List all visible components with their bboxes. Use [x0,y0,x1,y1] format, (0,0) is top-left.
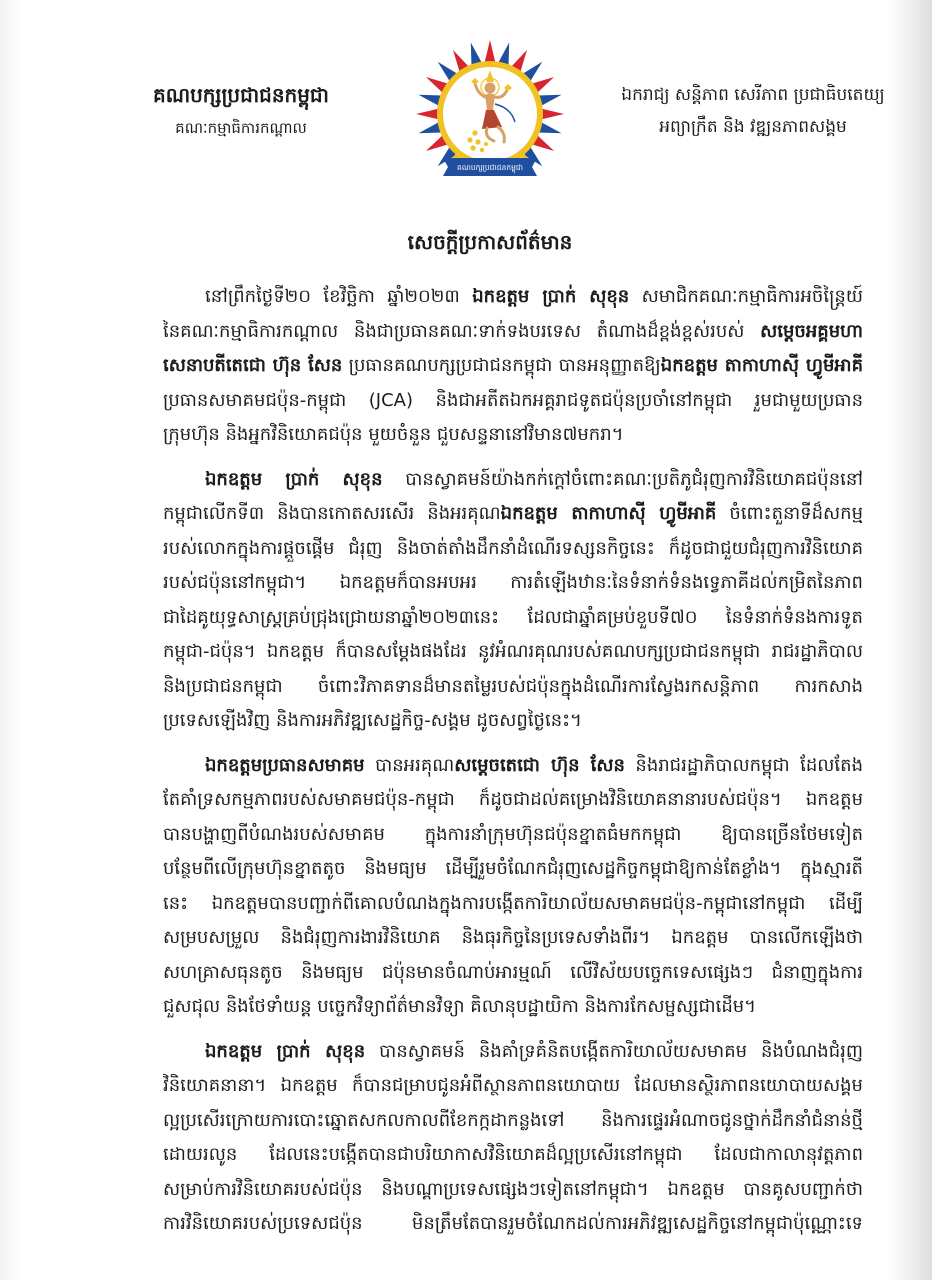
text-line [163,783,863,818]
motto-line-2: អព្យាក្រឹត និង វឌ្ឍនភាពសង្គម [659,117,847,137]
text-line [163,315,863,350]
bold-text-run: សម្ដេចអគ្គមហា [760,320,863,342]
paragraph [163,280,863,453]
bold-text-run: ឯកឧត្តម ប្រាក់ សុខុន [472,286,630,307]
logo-flower [475,139,480,144]
text-run: របស់លោកក្នុងការផ្ដួចផ្ដើម ជំរុញ និងចាត់តាំងដឹកនាំដំណើរទស្សនកិច្ចនេះ ក៏ដូចជាជួយជំរុញការវិនិយោគ [163,537,863,559]
text-line [163,418,863,453]
paragraph [163,463,863,739]
text-line [163,887,863,922]
text-line [163,1104,863,1139]
text-line [163,1035,863,1070]
paragraph [163,749,863,1025]
party-name: គណបក្សប្រជាជនកម្ពុជា [153,83,329,107]
text-run: កម្ពុជា-ជប៉ុន។ ឯកឧត្តម ក៏បានសម្ដែងផងដែរ នូវអំណរគុណរបស់គណបក្សប្រជាជនកម្ពុជា រាជរដ្ឋាភិបាល [163,641,863,662]
bold-text-run: សេនាបតីតេជោ ហ៊ុន សែន [163,355,343,376]
text-run: បានស្វាគមន៍ និងគាំទ្រគំនិតបង្កើតការិយាល័យសមាគម និងបំណងជំរុញ [365,1040,863,1062]
text-line [163,818,863,853]
text-line [163,532,863,567]
text-line [163,566,863,601]
bold-text-run: ឯកឧត្តម តាកាហាស៊ី ហ្វូមីអាគី [500,503,717,524]
text-run: និងប្រជាជនកម្ពុជា ចំពោះវិភាគទានដ៏មានតម្លៃរបស់ជប៉ុនក្នុងដំណើរការស្វែងរកសន្តិភាព ការកសាង [163,675,863,697]
logo-flower [484,142,488,146]
national-motto [600,80,906,142]
text-run: ជាដៃគូយុទ្ធសាស្ត្រគ្រប់ជ្រុងជ្រោយនាឆ្នាំ២០២៣នេះ ដែលជាឆ្នាំគម្រប់ខួបទី៧០ នៃទំនាក់ទំនងការទូត [163,606,863,628]
text-run: នេះ ឯកឧត្តមបានបញ្ជាក់ពីគោលបំណងក្នុងការបង្កើតការិយាល័យសមាគមជប៉ុន-កម្ពុជានៅកម្ពុជា ដើម្បី [163,892,863,914]
text-line [163,749,863,784]
logo-banner-text: គណបក្សប្រជាជនកម្ពុជា [457,163,523,172]
text-run: ជួសជុល និងថែទាំយន្ត បច្ចេកវិទ្យាព័ត៌មានវិទ្យា គិលានុបដ្ឋាយិកា និងការកែសម្ផស្សជាដើម។ [163,996,757,1017]
text-line [163,1069,863,1104]
text-line [163,990,863,1025]
bold-text-run: ឯកឧត្តម ប្រាក់ សុខុន [205,468,383,490]
text-run: និងរាជរដ្ឋាភិបាលកម្ពុជា ដែលតែង [624,754,863,776]
text-run: កម្ពុជាលើកទី៣ និងបានកោតសរសើរ និងអរគុណ [163,503,501,524]
text-line [163,497,863,532]
text-run: ប្រធានសមាគមជប៉ុន-កម្ពុជា (JCA) និងជាអតីតឯកអគ្គរាជទូតជប៉ុនប្រចាំនៅកម្ពុជា រួមជាមួយប្រធាន [163,389,863,411]
text-run: ដោយរលូន ដែលនេះបង្កើតបានជាបរិយាកាសវិនិយោគដ៏ល្អប្រសើរនៅកម្ពុជា ដែលជាកាលានុវត្តភាព [163,1144,863,1165]
text-line [163,956,863,991]
bold-text-run: សម្ដេចតេជោ ហ៊ុន សែន [454,754,625,776]
text-run: បានបង្ហាញពីបំណងរបស់សមាគម ក្នុងការនាំក្រុមហ៊ុនជប៉ុនខ្នាតធំមកកម្ពុជា ឱ្យបានច្រើនថែមទៀត [163,823,863,845]
text-run: របស់ជប៉ុននៅកម្ពុជា។ ឯកឧត្តមក៏បានអបអរ ការតំឡើងឋានៈនៃទំនាក់ទំនងទ្វេភាគីដល់កម្រិតនៃភាព [163,572,863,593]
text-run: សម្របសម្រួល និងជំរុញការងារវិនិយោគ និងធុរកិច្ចនៃប្រទេសទាំងពីរ។ ឯកឧត្តម បានលើកឡើងថា [163,927,863,948]
text-run: ការវិនិយោគរបស់ប្រទេសជប៉ុន មិនត្រឹមតែបានរួមចំណែកដល់ការអភិវឌ្ឍសេដ្ឋកិច្ចនៅកម្ពុជាប៉ុណ្ណោះទេ [163,1213,863,1234]
text-line [163,280,863,315]
text-line [163,852,863,887]
text-line [163,921,863,956]
text-run: បានអរគុណ [364,754,455,776]
text-run: វិនិយោគនានា។ ឯកឧត្តម ក៏បានជម្រាបជូនអំពីស្ថានភាពនយោបាយ ដែលមានស្ថិរភាពនយោបាយសង្គម [163,1075,863,1096]
text-run: ល្អប្រសើរក្រោយការបោះឆ្នោតសកលកាលពីខែកក្កដាកន្លងទៅ និងការផ្ទេរអំណាចជូនថ្នាក់ដឹកនាំជំនាន់ថ្មី [163,1109,863,1131]
logo-flower [472,130,477,135]
text-run: តែគាំទ្រសកម្មភាពរបស់សមាគមជប៉ុន-កម្ពុជា ក៏ដូចជាដល់គម្រោងវិនិយោគនានារបស់ជប៉ុន។ ឯកឧត្តម [163,789,863,810]
committee-name: គណៈកម្មាធិការកណ្ដាល [175,119,307,137]
text-line [163,463,863,498]
bold-text-run: ឯកឧត្តម តាកាហាស៊ី ហ្វូមីអាគី [660,355,863,376]
paragraph [163,1035,863,1242]
text-line [163,384,863,419]
text-run: សហគ្រាសធុនតូច និងមធ្យម ជប៉ុនមានចំណាប់អារម្មណ៍ លើវិស័យបច្ចេកទេសផ្សេងៗ ជំនាញក្នុងការ [163,961,863,983]
text-run: ប្រទេសឡើងវិញ និងការអភិវឌ្ឍសេដ្ឋកិច្ច-សង្គម ដូចសព្វថ្ងៃនេះ។ [163,710,582,731]
logo-flower [480,148,484,152]
logo-figure-head [485,83,496,94]
party-emblem-icon [415,34,565,196]
bold-text-run: ឯកឧត្តមប្រធានសមាគម [205,754,365,776]
motto-line-1: ឯករាជ្យ សន្តិភាព សេរីភាព ប្រជាធិបតេយ្យ [621,85,885,105]
logo-flower [467,137,472,142]
text-run: បន្ថែមពីលើក្រុមហ៊ុនខ្នាតតូច និងមធ្យម ដើម្បីរួមចំណែកជំរុញសេដ្ឋកិច្ចកម្ពុជាឱ្យកាន់តែខ្លាំង។ ក្នុងស្មារតី [163,858,863,879]
bold-text-run: ឯកឧត្តម ប្រាក់ សុខុន [205,1040,366,1062]
logo-flower [470,145,475,150]
text-run: នៅព្រឹកថ្ងៃទី២០ ខែវិច្ឆិកា ឆ្នាំ២០២៣ [205,286,473,307]
text-line [163,601,863,636]
text-run: ក្រុមហ៊ុន និងអ្នកវិនិយោគជប៉ុន មួយចំនួន ជួបសន្ទនានៅវិមាន៧មករា។ [163,424,624,445]
text-run: ប្រធានគណបក្សប្រជាជនកម្ពុជា បានអនុញ្ញាតឱ្យ [342,355,661,376]
party-header [130,80,352,142]
text-run: សមាជិកគណៈកម្មាធិការអចិន្ត្រៃយ៍ [629,286,863,307]
text-line [163,670,863,705]
text-run: សម្រាប់ការវិនិយោគរបស់ជប៉ុន និងបណ្ដាប្រទេសផ្សេងៗទៀតនៅកម្ពុជា។ ឯកឧត្តម បានគូសបញ្ជាក់ថា [163,1178,863,1200]
document-body [163,280,863,1272]
text-line [163,349,863,384]
text-line [163,704,863,739]
text-line [163,1138,863,1173]
text-line [163,1207,863,1242]
document-title: សេចក្ដីប្រកាសព័ត៌មាន [407,230,573,254]
text-run: បានស្វាគមន៍យ៉ាងកក់ក្ដៅចំពោះគណៈប្រតិភូជំរុញការវិនិយោគជប៉ុននៅ [382,468,863,490]
text-line [163,1173,863,1208]
text-run: ចំពោះតួនាទីដ៏សកម្ម [716,503,863,524]
text-line [163,635,863,670]
text-run: នៃគណៈកម្មាធិការកណ្ដាល និងជាប្រធានគណៈទាក់ទងបរទេស តំណាងដ៏ខ្ពង់ខ្ពស់របស់ [163,320,761,342]
